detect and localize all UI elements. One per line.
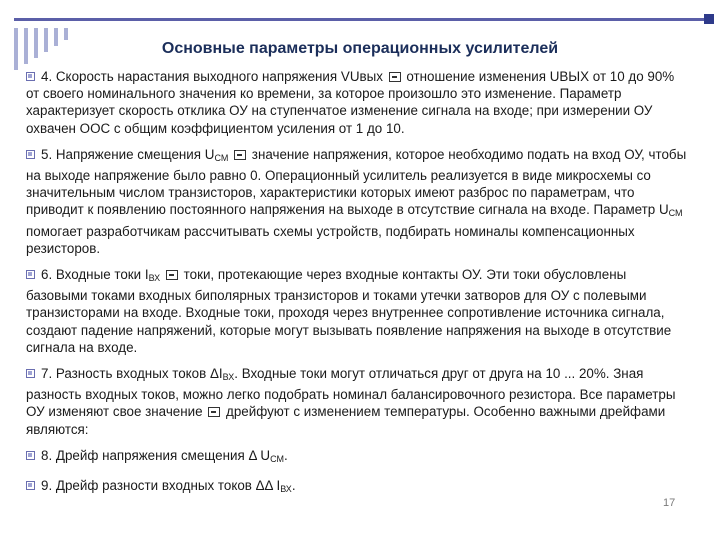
- bullet-icon: [26, 150, 35, 159]
- list-item-4: 4. Скорость нарастания выходного напряжения VUвых отношение изменения UВЫХ от 10 до 90% от своего номинального значения ко времени, за которое произошло это изменение. Параметр характеризует скорость отклика ОУ на ступенчатое изменение сигнала на входе; при измерении ОУ охвачен ООС с общим коэффициентом усиления от 1 до 10.: [26, 69, 675, 136]
- list-item-9: 9. Дрейф разности входных токов ΔΔ $I_{ВХ}$.: [26, 477, 690, 498]
- arrow-icon: [166, 270, 178, 280]
- bullet-icon: [26, 369, 35, 378]
- top-decor-square: [704, 14, 714, 24]
- list-item-7: 7. Разность входных токов $\Delta I_{ВХ}$. Входные токи могут отличаться друг от друга на 10 ... 20%. Зная разность входных токов, можно легко подобрать номинал балансировочного резистора. Все параметры ОУ изменяют свое значение дрейфуют с изменением температуры. Особенно важными дрейфами являются:: [26, 366, 676, 437]
- page-number: 17: [663, 497, 676, 509]
- list-item-8: 8. Дрейф напряжения смещения Δ $U_{СМ}$.: [26, 447, 690, 468]
- slide-title: Основные параметры операционных усилителей: [161, 40, 559, 57]
- bullet-icon: [26, 451, 35, 460]
- bullet-icon: [26, 270, 35, 279]
- bullet-icon: [26, 72, 35, 81]
- arrow-icon: [389, 72, 401, 82]
- list-item-6: 6. Входные токи $I_{ВХ}$ токи, протекающие через входные контакты ОУ. Эти токи обусловлены базовыми токами входных биполярных транзисторов и токами утечки затворов для ОУ с полевыми транзисторами на входе. Входные токи, проходя через внутреннее сопротивление источника сигнала, создают падение напряжений, которые могут вызывать появление напряжения на выходе в отсутствие сигнала на входе.: [26, 267, 672, 355]
- arrow-icon: [208, 407, 220, 417]
- arrow-icon: [234, 150, 246, 160]
- top-decor-line: [14, 18, 704, 21]
- list-item-5: 5. Напряжение смещения $U_{СМ}$ значение напряжения, которое необходимо подать на вход ОУ, чтобы на выходе напряжение было равно 0. Операционный усилитель реализуется в виде микросхемы со значительным числом транзисторов, характеристики которых имеют разброс по параметрам, что приводит к появлению постоянного напряжения на выходе в отсутствие сигнала на входе. Параметр $U_{СМ}$ помогает разработчикам рассчитывать схемы устройств, подбирать номиналы компенсационных резисторов.: [26, 146, 687, 256]
- bullet-icon: [26, 481, 35, 490]
- content-body: [26, 68, 690, 498]
